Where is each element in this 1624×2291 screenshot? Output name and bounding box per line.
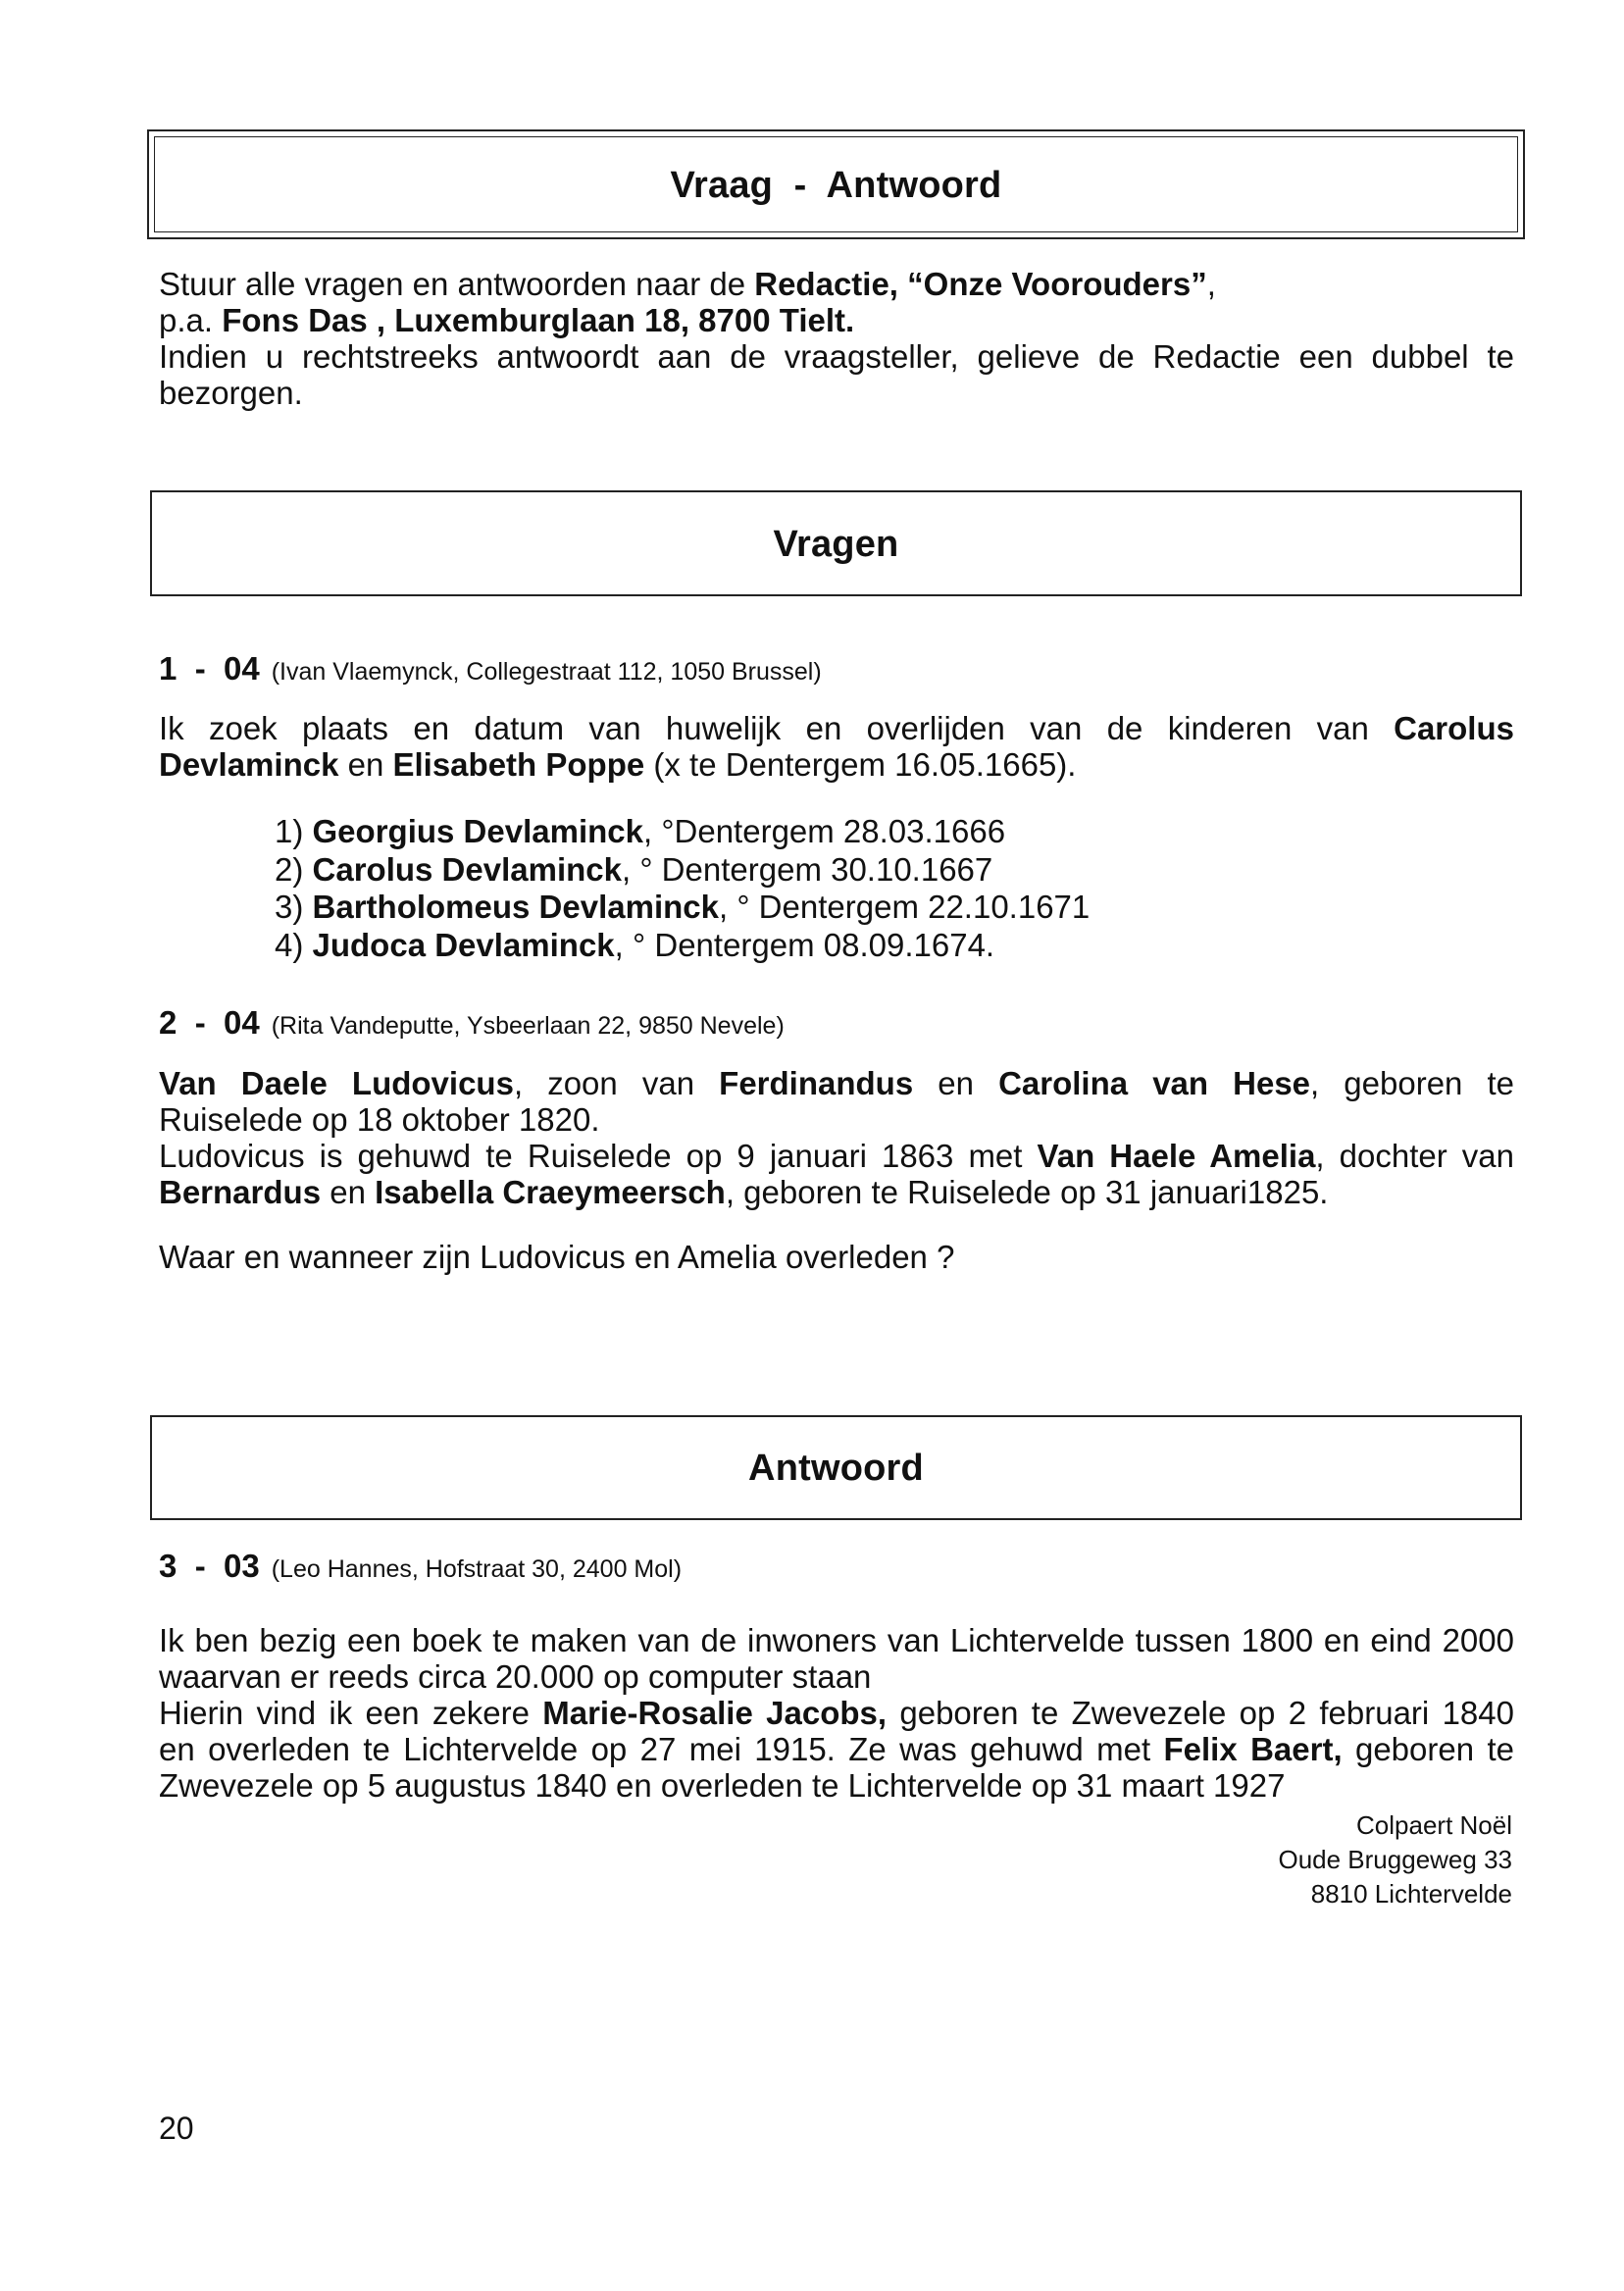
list-item-name: Judoca Devlaminck [312,926,615,963]
list-item-number: 1) [275,813,313,849]
intro-text: , [1206,266,1216,302]
q2-name-bernardus: Bernardus [159,1174,322,1210]
q2-text: en [913,1065,999,1101]
a1-text: Hierin vind ik een zekere [159,1695,543,1731]
q2-text: , dochter van [1315,1138,1514,1174]
q2-text: , geboren te Ruiselede op 31 januari1825. [725,1174,1329,1210]
intro-paragraph [159,266,1514,411]
q2-name-amelia: Van Haele Amelia [1037,1138,1316,1174]
signature-name: Colpaert Noël [1356,1810,1512,1840]
q2-name-carolina: Carolina van Hese [998,1065,1311,1101]
a1-line-4 [159,1731,1514,1767]
list-item-name: Bartholomeus Devlaminck [312,889,719,925]
a1-line-2: waarvan er reeds circa 20.000 op computer staan [159,1658,872,1695]
q1-line-2 [159,746,1514,783]
vragen-title: Vragen [773,523,899,565]
intro-line-1 [159,266,1514,302]
question-2-text [159,1065,1514,1210]
q2-name-ludovicus: Van Daele Ludovicus [159,1065,514,1101]
question-2-query [159,1239,1514,1275]
question-1-text [159,710,1514,783]
signature-city: 8810 Lichtervelde [1310,1879,1512,1909]
list-item-name: Georgius Devlaminck [312,813,643,849]
q2-line-4 [159,1174,1514,1210]
a1-name-baert: Felix Baert, [1163,1731,1343,1767]
answer-1-text [159,1622,1514,1804]
list-item-number: 3) [275,889,313,925]
a1-line-5: Zwevezele op 5 augustus 1840 en overleden te Lichtervelde op 31 maart 1927 [159,1767,1286,1804]
q2-line-3 [159,1138,1514,1174]
q2-line-2: Ruiselede op 18 oktober 1820. [159,1101,600,1138]
question-number: 1 - 04 [159,650,260,687]
q1-text: en [338,746,393,783]
list-item-name: Carolus Devlaminck [312,850,622,888]
signature-street: Oude Bruggeweg 33 [1278,1845,1512,1874]
q2-text: , zoon van [513,1065,720,1101]
q1-text: (x te Dentergem 16.05.1665). [644,746,1077,783]
intro-line-4: bezorgen. [159,375,303,411]
list-item-number: 4) [275,926,313,963]
list-item-detail: , ° Dentergem 22.10.1671 [718,889,1091,925]
list-item-detail: , ° Dentergem 30.10.1667 [621,850,993,888]
q1-text: Ik zoek plaats en datum van huwelijk en overlijden van de kinderen van [159,710,1395,746]
answer-number: 3 - 03 [159,1548,260,1584]
question-1-heading [159,650,822,690]
intro-line-3: Indien u rechtstreeks antwoordt aan de vraagsteller, gelieve de Redactie een dubbel te [159,338,1514,375]
a1-name-jacobs: Marie-Rosalie Jacobs, [542,1695,888,1731]
question-address: (Rita Vandeputte, Ysbeerlaan 22, 9850 Nevele) [271,1012,785,1040]
q2-name-isabella: Isabella Craeymeersch [375,1174,726,1210]
list-item [275,813,1451,851]
intro-text: p.a. [159,302,223,338]
answer-signature [1120,1808,1512,1911]
q2-text: Ludovicus is gehuwd te Ruiselede op 9 januari 1863 met [159,1138,1038,1174]
vragen-header [150,490,1522,596]
list-item-number: 2) [275,850,313,888]
q1-name-devlaminck: Devlaminck [159,746,339,783]
list-item [275,889,1451,927]
list-item [275,851,1451,890]
q2-name-ferdinandus: Ferdinandus [719,1065,914,1101]
q2-line-1 [159,1065,1514,1101]
question-address: (Ivan Vlaemynck, Collegestraat 112, 1050 Brussel) [271,658,822,686]
a1-line-3 [159,1695,1514,1731]
a1-text: en overleden te Lichtervelde op 27 mei 1915. Ze was gehuwd met [159,1731,1164,1767]
answer-1-heading [159,1548,682,1588]
answer-address: (Leo Hannes, Hofstraat 30, 2400 Mol) [271,1555,683,1583]
antwoord-header [150,1415,1522,1520]
vraag-antwoord-title: Vraag - Antwoord [670,164,1002,206]
intro-redactie: Redactie, “Onze Voorouders” [754,266,1207,302]
question-number: 2 - 04 [159,1004,260,1041]
question-2-heading [159,1004,785,1044]
antwoord-title: Antwoord [748,1448,924,1489]
q1-name-carolus: Carolus [1394,710,1514,746]
intro-line-2 [159,302,1514,338]
q2-text: en [321,1174,376,1210]
q1-name-poppe: Elisabeth Poppe [392,746,645,783]
list-item-detail: , ° Dentergem 08.09.1674. [614,926,995,963]
q1-line-1 [159,710,1514,746]
vraag-antwoord-header [147,129,1525,239]
page-number: 20 [159,2111,194,2146]
children-list [275,813,1451,964]
a1-line-1: Ik ben bezig een boek te maken van de inwoners van Lichtervelde tussen 1800 en eind 2000 [159,1622,1514,1658]
intro-address: Fons Das , Luxemburglaan 18, 8700 Tielt. [222,302,855,338]
intro-text: Stuur alle vragen en antwoorden naar de [159,266,755,302]
list-item [275,927,1451,965]
a1-text: geboren te [1342,1731,1514,1767]
a1-text: geboren te Zwevezele op 2 februari 1840 [887,1695,1514,1731]
list-item-detail: , °Dentergem 28.03.1666 [642,813,1006,849]
q2-question: Waar en wanneer zijn Ludovicus en Amelia overleden ? [159,1239,955,1275]
q2-text: , geboren te [1310,1065,1515,1101]
